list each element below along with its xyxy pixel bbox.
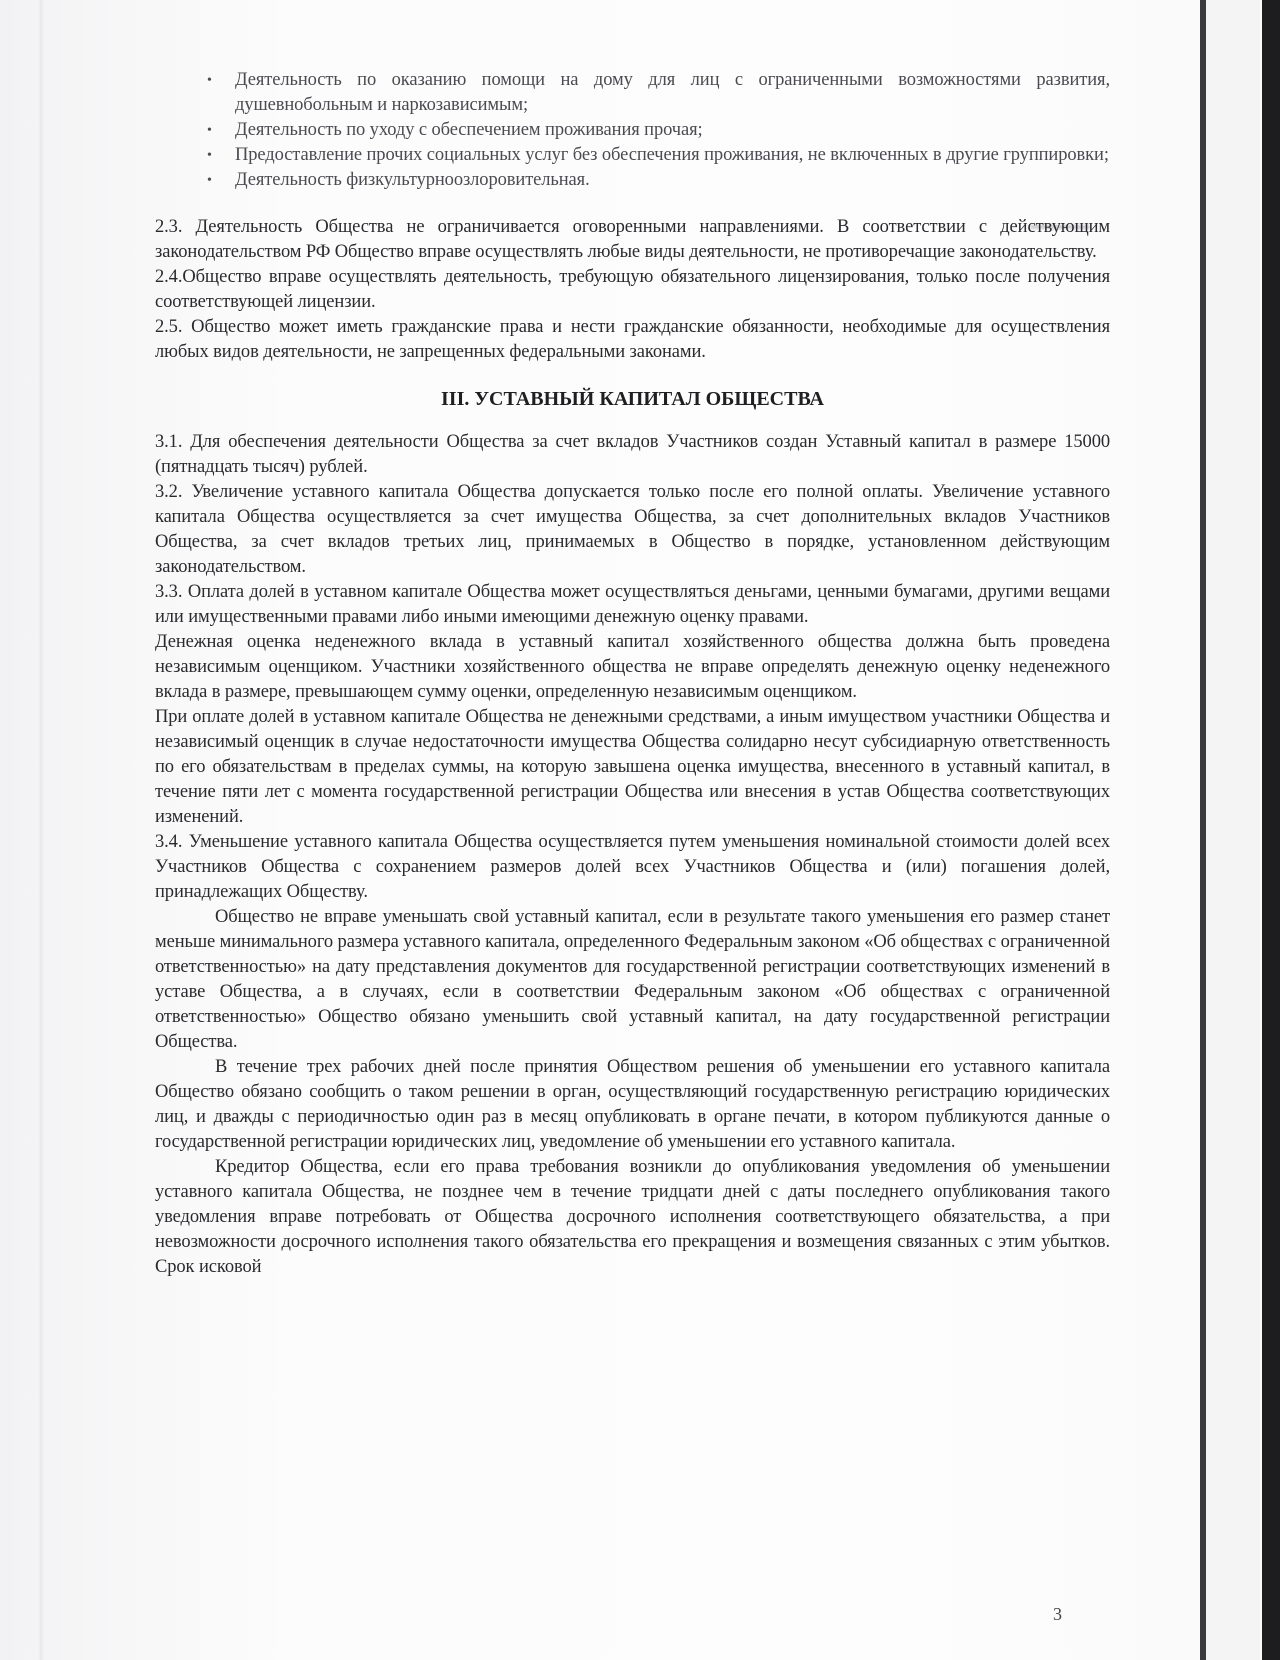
clause-3-1: 3.1. Для обеспечения деятельности Общества за счет вкладов Участников создан Уставный капитал в размере 15000 (пятнадцать тысяч) рублей.: [155, 432, 1110, 477]
document-body: [155, 68, 1110, 1280]
activity-list: [155, 68, 1110, 193]
clause-3-2: 3.2. Увеличение уставного капитала Общества допускается только после его полной оплаты. Увеличение уставного капитала Общества осуществляется за счет имущества Общества, за счет дополнительных вкладов Участников Общества, за счет вкладов третьих лиц, принимаемых в Общество в порядке, установленном действующим законодательством.: [155, 482, 1110, 577]
clause-3-3-valuation: Денежная оценка неденежного вклада в уставный капитал хозяйственного общества должна быть проведена независимым оценщиком. Участники хозяйственного общества не вправе определять денежную оценку неденежного вклада в размере, превышающем сумму оценки, определенную независимым оценщиком.: [155, 632, 1110, 702]
section-heading: III. УСТАВНЫЙ КАПИТАЛ ОБЩЕСТВА: [441, 388, 824, 410]
clause-2-4: 2.4.Общество вправе осуществлять деятельность, требующую обязательного лицензирования, только после получения соответствующей лицензии.: [155, 267, 1110, 312]
list-item-text: Деятельность физкультурноозлоровительная.: [235, 170, 590, 190]
scanner-edge-shadow: [1262, 0, 1280, 1660]
clause-3-3-liability: При оплате долей в уставном капитале Общества не денежными средствами, а иным имуществом участники Общества и независимый оценщик в случае недостаточности имущества Общества солидарно несут субсидиарную ответственность по его обязательствам в пределах суммы, на которую завышена оценка имущества, внесенного в уставный капитал, в течение пяти лет с момента государственной регистрации Общества или внесения в устав Общества соответствующих изменений.: [155, 707, 1110, 827]
bullet-icon: •: [207, 123, 212, 138]
bullet-icon: •: [207, 173, 212, 188]
list-item: [207, 68, 1110, 118]
clause-3-4-restriction: Общество не вправе уменьшать свой уставный капитал, если в результате такого уменьшения его размер станет меньше минимального размера уставного капитала, определенного Федеральным законом «Об обществах с ограниченной ответственностью» на дату представления документов для государственной регистрации соответствующих изменений в уставе Общества, а в случаях, если в соответствии Федеральным законом «Об обществах с ограниченной ответственностью» Общество обязано уменьшить свой уставный капитал, на дату государственной регистрации Общества.: [155, 907, 1110, 1052]
list-item: [207, 143, 1110, 168]
clause-2-5: 2.5. Общество может иметь гражданские права и нести гражданские обязанности, необходимые для осуществления любых видов деятельности, не запрещенных федеральными законами.: [155, 317, 1110, 362]
list-item: [207, 118, 1110, 143]
clause-3-3: 3.3. Оплата долей в уставном капитале Общества может осуществляться деньгами, ценными бумагами, другими вещами или имущественными правами либо иными имеющими денежную оценку правами.: [155, 582, 1110, 627]
scan-fold-shadow: [38, 0, 44, 1660]
list-item-text: Деятельность по оказанию помощи на дому для лиц с ограниченными возможностями развития, душевнобольным и наркозависимым;: [235, 70, 1110, 115]
list-item-text: Деятельность по уходу с обеспечением проживания прочая;: [235, 120, 703, 140]
list-item-text: Предоставление прочих социальных услуг без обеспечения проживания, не включенных в другие группировки;: [235, 145, 1109, 165]
clause-3-4-creditor: Кредитор Общества, если его права требования возникли до опубликования уведомления об уменьшении уставного капитала Общества, не позднее чем в течение тридцати дней с даты последнего опубликования такого уведомления вправе потребовать от Общества досрочного исполнения соответствующего обязательства, а при невозможности досрочного исполнения такого обязательства его прекращения и возмещения связанных с этим убытков. Срок исковой: [155, 1157, 1110, 1277]
list-item: [207, 168, 1110, 193]
page-number: 3: [1053, 1604, 1062, 1624]
clause-3-4-notification: В течение трех рабочих дней после принятия Обществом решения об уменьшении его уставного капитала Общество обязано сообщить о таком решении в орган, осуществляющий государственную регистрацию юридических лиц, и дважды с периодичностью один раз в месяц опубликовать в органе печати, в котором публикуются данные о государственной регистрации юридических лиц, уведомление об уменьшении его уставного капитала.: [155, 1057, 1110, 1152]
scanner-edge-gap: [1206, 0, 1260, 1660]
clause-3-4: 3.4. Уменьшение уставного капитала Общества осуществляется путем уменьшения номинальной стоимости долей всех Участников Общества с сохранением размеров долей всех Участников Общества и (или) погашения долей, принадлежащих Обществу.: [155, 832, 1110, 902]
clause-2-3: 2.3. Деятельность Общества не ограничивается оговоренными направлениями. В соответствии с действующим законодательством РФ Общество вправе осуществлять любые виды деятельности, не противоречащие законодательству.: [155, 217, 1110, 262]
bullet-icon: •: [207, 73, 212, 88]
bullet-icon: •: [207, 148, 212, 163]
spacer: [155, 193, 1110, 215]
